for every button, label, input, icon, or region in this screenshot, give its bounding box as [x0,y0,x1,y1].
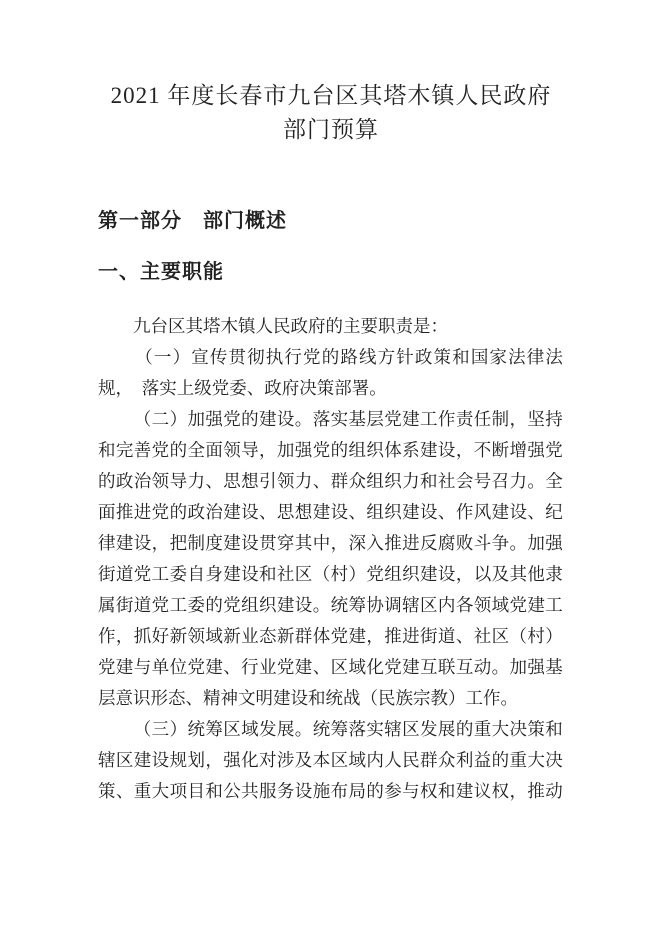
document-title-line-2: 部门预算 [283,117,379,142]
paragraph-line: 九台区其塔木镇人民政府的主要职责是： [98,316,448,336]
paragraph-line: 街 道 党 工 委 自 身 建 设 和 社 区 （ 村 ） 党 组 织 建 设 ， 以 及 其 他 隶 [98,564,563,584]
paragraph-line: 策 、 重 大 项 目 和 公 共 服 务 设 施 布 局 的 参 与 权 和 建 议 权 ， 推 动 [98,781,563,801]
paragraph-line: 的 政 治 领 导 力 、 思 想 引 领 力 、 群 众 组 织 力 和 社 会 号 召 力 。 全 [98,471,563,491]
paragraph-line: （ 二 ） 加 强 党 的 建 设 。 落 实 基 层 党 建 工 作 责 任 制 ， 坚 持 [133,409,563,429]
paragraph-line: 律 建 设 ， 把 制 度 建 设 贯 穿 其 中 ， 深 入 推 进 反 腐 败 斗 争 。 加 强 [98,533,563,553]
paragraph-line: （ 三 ） 统 筹 区 域 发 展 。 统 筹 落 实 辖 区 发 展 的 重 大 决 策 和 [133,719,563,739]
paragraph-line: 规， 落实上级党委、政府决策部署。 [98,378,387,398]
paragraph-line: 层意识形态、精神文明建设和统战（民族宗教）工作。 [98,688,518,708]
paragraph-line: 属 街 道 党 工 委 的 党 组 织 建 设 。 统 筹 协 调 辖 区 内 各 领 域 党 建 工 [98,595,563,615]
paragraph-line: 党 建 与 单 位 党 建 、 行 业 党 建 、 区 域 化 党 建 互 联 互 动 。 加 强 基 [98,657,563,677]
document-title-line-1: 2021 年度长春市九台区其塔木镇人民政府 [110,83,552,108]
subsection-heading: 一、主要职能 [98,261,224,283]
paragraph-line: （ 一 ） 宣 传 贯 彻 执 行 党 的 路 线 方 针 政 策 和 国 家 法 律 法 [135,347,563,367]
document-title [0,79,662,147]
section-heading: 第一部分 部门概述 [98,210,287,232]
paragraph-line: 和 完 善 党 的 全 面 领 导 ， 加 强 党 的 组 织 体 系 建 设 ， 不 断 增 强 党 [98,440,563,460]
document-body [98,311,563,807]
paragraph-line: 面 推 进 党 的 政 治 建 设 、 思 想 建 设 、 组 织 建 设 、 作 风 建 设 、 纪 [98,502,563,522]
paragraph-line: 辖 区 建 设 规 划 ， 强 化 对 涉 及 本 区 域 内 人 民 群 众 利 益 的 重 大 决 [98,750,563,770]
paragraph-line: 作 ， 抓 好 新 领 域 新 业 态 新 群 体 党 建 ， 推 进 街 道 、 社 区 （ 村 ） [98,626,563,646]
